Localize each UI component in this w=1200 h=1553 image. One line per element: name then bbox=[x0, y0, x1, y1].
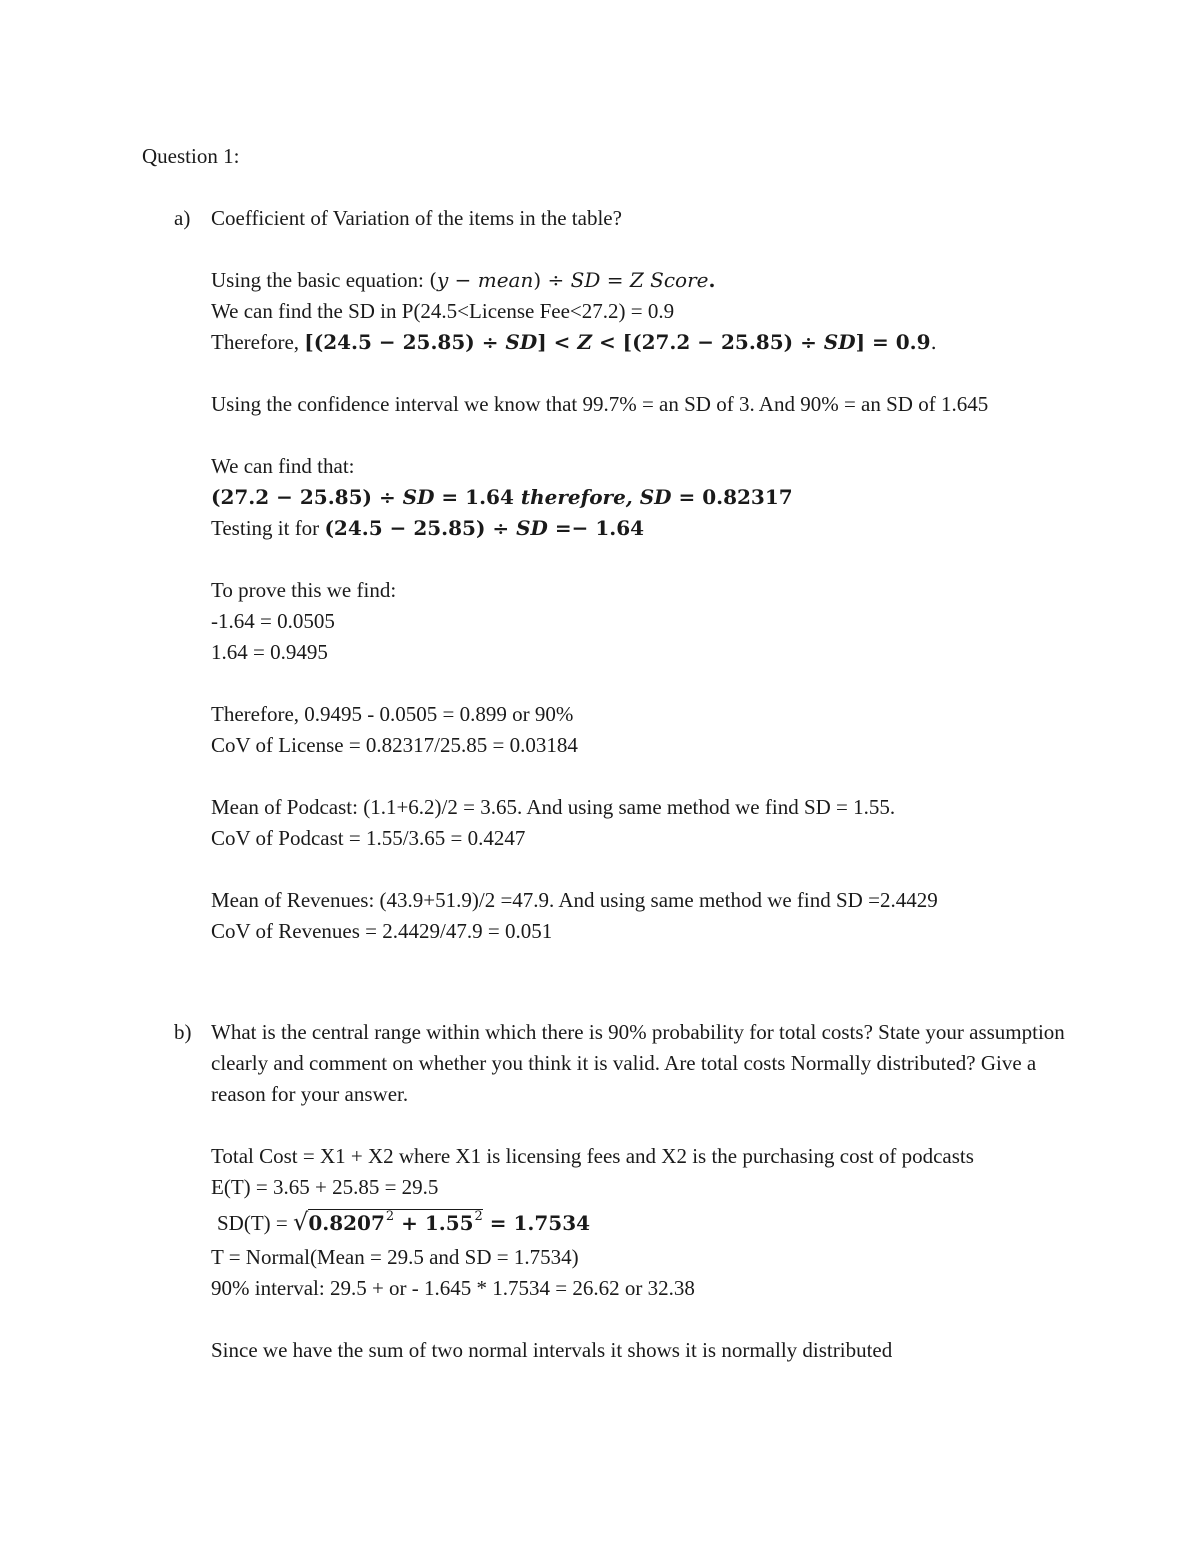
confidence-interval-text: Using the confidence interval we know that 99.7% = an SD of 3. And 90% = an SD of 1.645 bbox=[211, 392, 989, 416]
total-cost-line: Total Cost = X1 + X2 where X1 is licensing fees and X2 is the purchasing cost of podcasts bbox=[211, 1144, 974, 1168]
prove-intro-text: To prove this we find: bbox=[211, 578, 397, 602]
prove-positive-line: 1.64 = 0.9495 bbox=[211, 640, 328, 664]
cov-revenues-line: CoV of Revenues = 2.4429/47.9 = 0.051 bbox=[211, 919, 553, 943]
mean-podcast-line: Mean of Podcast: (1.1+6.2)/2 = 3.65. And using same method we find SD = 1.55. bbox=[211, 795, 896, 819]
testing-line: Testing it for (24.5 − 25.85) ÷ SD =− 1.64 bbox=[211, 516, 645, 540]
mean-revenues-line: Mean of Revenues: (43.9+51.9)/2 =47.9. And using same method we find SD =2.4429 bbox=[211, 888, 938, 912]
find-that-text: We can find that: bbox=[211, 454, 355, 478]
therefore-inequality-line: Therefore, [(24.5 − 25.85) ÷ SD] < Z < [(27.2 − 25.85) ÷ SD] = 0.9. bbox=[211, 330, 937, 354]
question-title: Question 1: bbox=[142, 144, 240, 168]
cov-license-line: CoV of License = 0.82317/25.85 = 0.03184 bbox=[211, 733, 578, 757]
normal-line: T = Normal(Mean = 29.5 and SD = 1.7534) bbox=[211, 1245, 579, 1269]
basic-equation-line: Using the basic equation: (y − mean) ÷ SD = Z Score. bbox=[211, 268, 716, 292]
part-a-marker: a) bbox=[174, 206, 191, 230]
prove-negative-line: -1.64 = 0.0505 bbox=[211, 609, 335, 633]
conclusion-line: Since we have the sum of two normal intervals it shows it is normally distributed bbox=[211, 1338, 893, 1362]
basic-equation-math: (y − mean) ÷ SD = Z Score. bbox=[429, 268, 716, 292]
expectation-line: E(T) = 3.65 + 25.85 = 29.5 bbox=[211, 1175, 439, 1199]
part-a-section bbox=[211, 203, 1081, 947]
find-sd-line: We can find the SD in P(24.5<License Fee<27.2) = 0.9 bbox=[211, 299, 675, 323]
square-root-icon: √ bbox=[293, 1208, 309, 1236]
testing-math: (24.5 − 25.85) ÷ SD =− 1.64 bbox=[324, 516, 645, 540]
interval-line: 90% interval: 29.5 + or - 1.645 * 1.7534 = 26.62 or 32.38 bbox=[211, 1276, 695, 1300]
part-b-marker: b) bbox=[174, 1020, 192, 1044]
sd-total-line: $SD(T) = √0.8207^2 + 1.55^2 = 1.7534$ bbox=[217, 1208, 591, 1236]
sd-derivation-math: (27.2 − 25.85) ÷ SD = 1.64 therefore, SD = 0.82317 bbox=[211, 485, 793, 509]
part-a-question: Coefficient of Variation of the items in the table? bbox=[211, 206, 622, 230]
therefore-probability-line: Therefore, 0.9495 - 0.0505 = 0.899 or 90% bbox=[211, 702, 574, 726]
cov-podcast-line: CoV of Podcast = 1.55/3.65 = 0.4247 bbox=[211, 826, 526, 850]
part-b-question: What is the central range within which there is 90% probability for total costs? State your assumption clearly and comment on whether you think it is valid. Are total costs Normally distributed? Give a reason for your answer. bbox=[211, 1020, 1065, 1106]
sd-total-math: $√0.8207^2 + 1.55^2 = 1.7534$ bbox=[293, 1208, 591, 1236]
part-b-section bbox=[211, 1017, 1081, 1366]
inequality-math: [(24.5 − 25.85) ÷ SD] < Z < [(27.2 − 25.85) ÷ SD] = 0.9. bbox=[304, 330, 937, 354]
